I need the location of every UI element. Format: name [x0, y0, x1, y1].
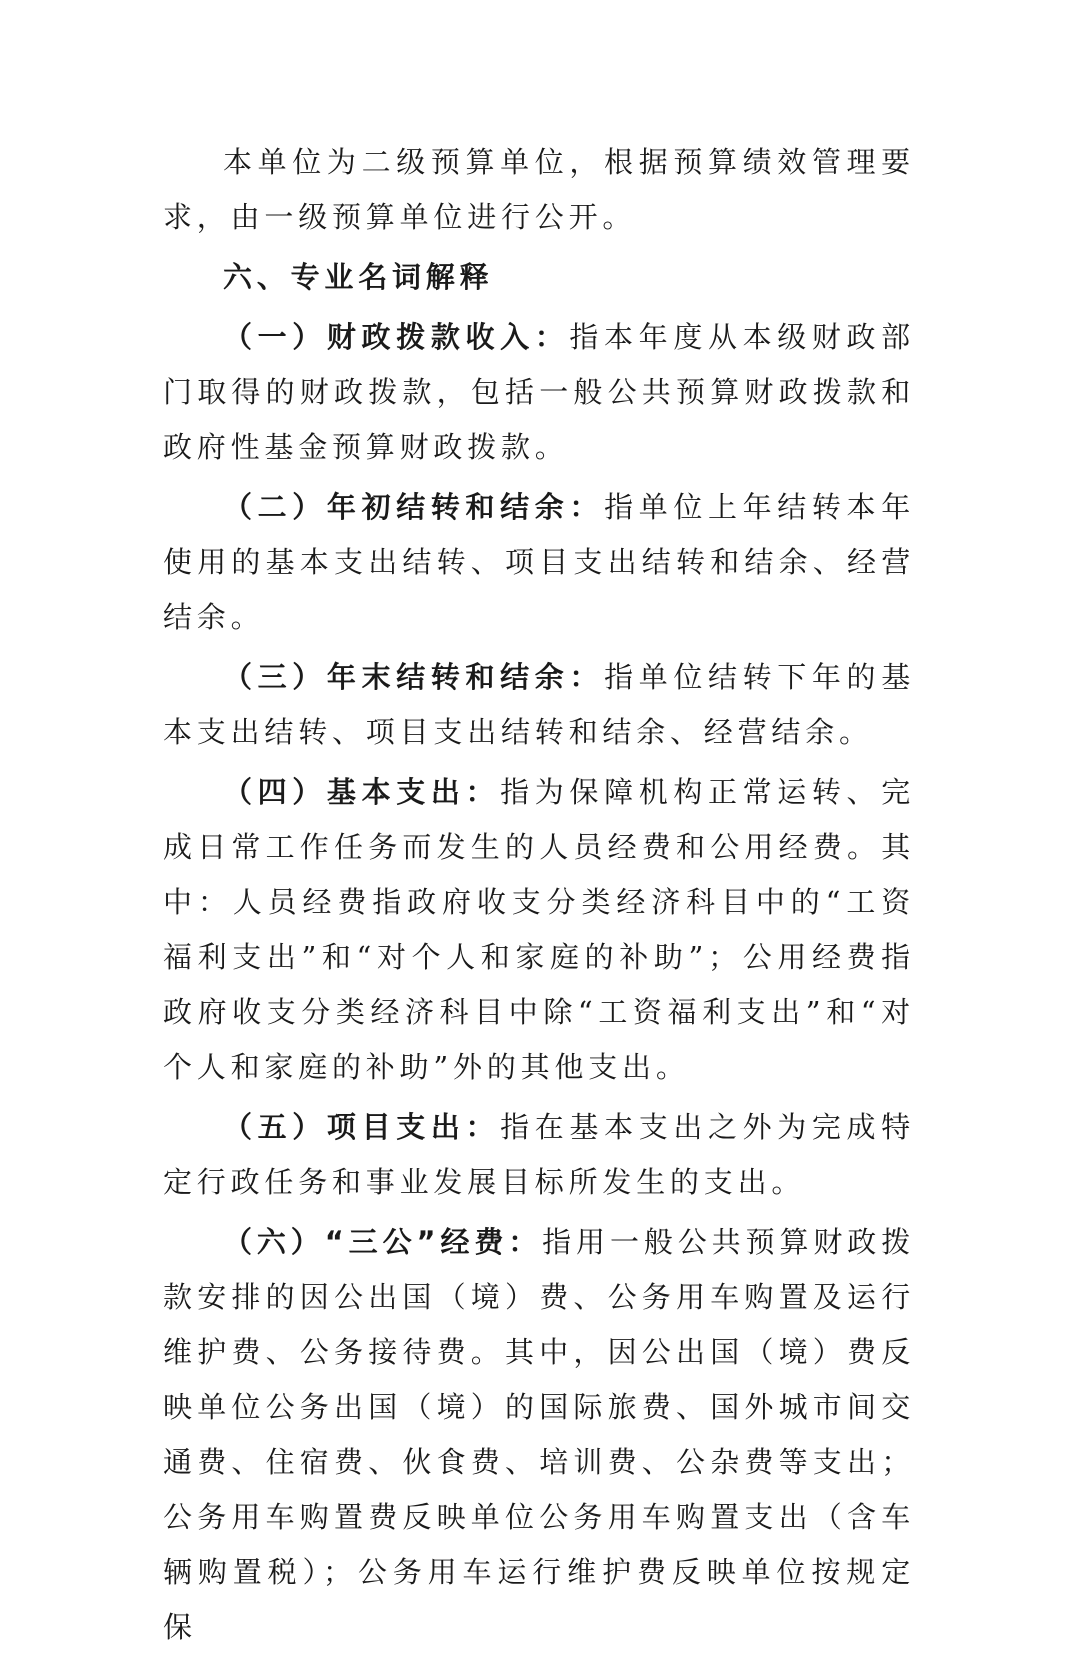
document-page — [163, 135, 915, 1655]
section-heading: 六、专业名词解释 — [223, 260, 494, 294]
term-definition: 指为保障机构正常运转、完成日常工作任务而发生的人员经费和公用经费。其中：人员经费指政府收支分类经济科目中的“工资福利支出”和“对个人和家庭的补助”；公用经费指政府收支分类经济科目中除“工资福利支出”和“对个人和家庭的补助”外的其他支出。 — [163, 775, 915, 1084]
term-label: （六）“三公”经费： — [223, 1225, 543, 1259]
term-label: （五）项目支出： — [223, 1110, 501, 1144]
term-definition: 指单位上年结转本年使用的基本支出结转、项目支出结转和结余、经营结余。 — [163, 490, 915, 634]
term-definition: 指本年度从本级财政部门取得的财政拨款，包括一般公共预算财政拨款和政府性基金预算财政拨款。 — [163, 320, 915, 464]
term-definition: 指在基本支出之外为完成特定行政任务和事业发展目标所发生的支出。 — [163, 1110, 915, 1199]
term-definition: 指用一般公共预算财政拨款安排的因公出国（境）费、公务用车购置及运行维护费、公务接待费。其中，因公出国（境）费反映单位公务出国（境）的国际旅费、国外城市间交通费、住宿费、伙食费、培训费、公杂费等支出；公务用车购置费反映单位公务用车购置支出（含车辆购置税）；公务用车运行维护费反映单位按规定保 — [163, 1225, 915, 1644]
term-paragraph-2 — [163, 480, 915, 645]
term-paragraph-3 — [163, 650, 915, 760]
term-paragraph-5 — [163, 1100, 915, 1210]
term-label: （一）财政拨款收入： — [223, 320, 570, 354]
term-paragraph-1 — [163, 310, 915, 475]
term-label: （四）基本支出： — [223, 775, 501, 809]
intro-paragraph: 本单位为二级预算单位，根据预算绩效管理要求，由一级预算单位进行公开。 — [163, 145, 915, 234]
term-label: （三）年末结转和结余： — [223, 660, 605, 694]
term-definition: 指单位结转下年的基本支出结转、项目支出结转和结余、经营结余。 — [163, 660, 915, 749]
term-paragraph-6 — [163, 1215, 915, 1655]
term-paragraph-4 — [163, 765, 915, 1095]
term-label: （二）年初结转和结余： — [223, 490, 605, 524]
